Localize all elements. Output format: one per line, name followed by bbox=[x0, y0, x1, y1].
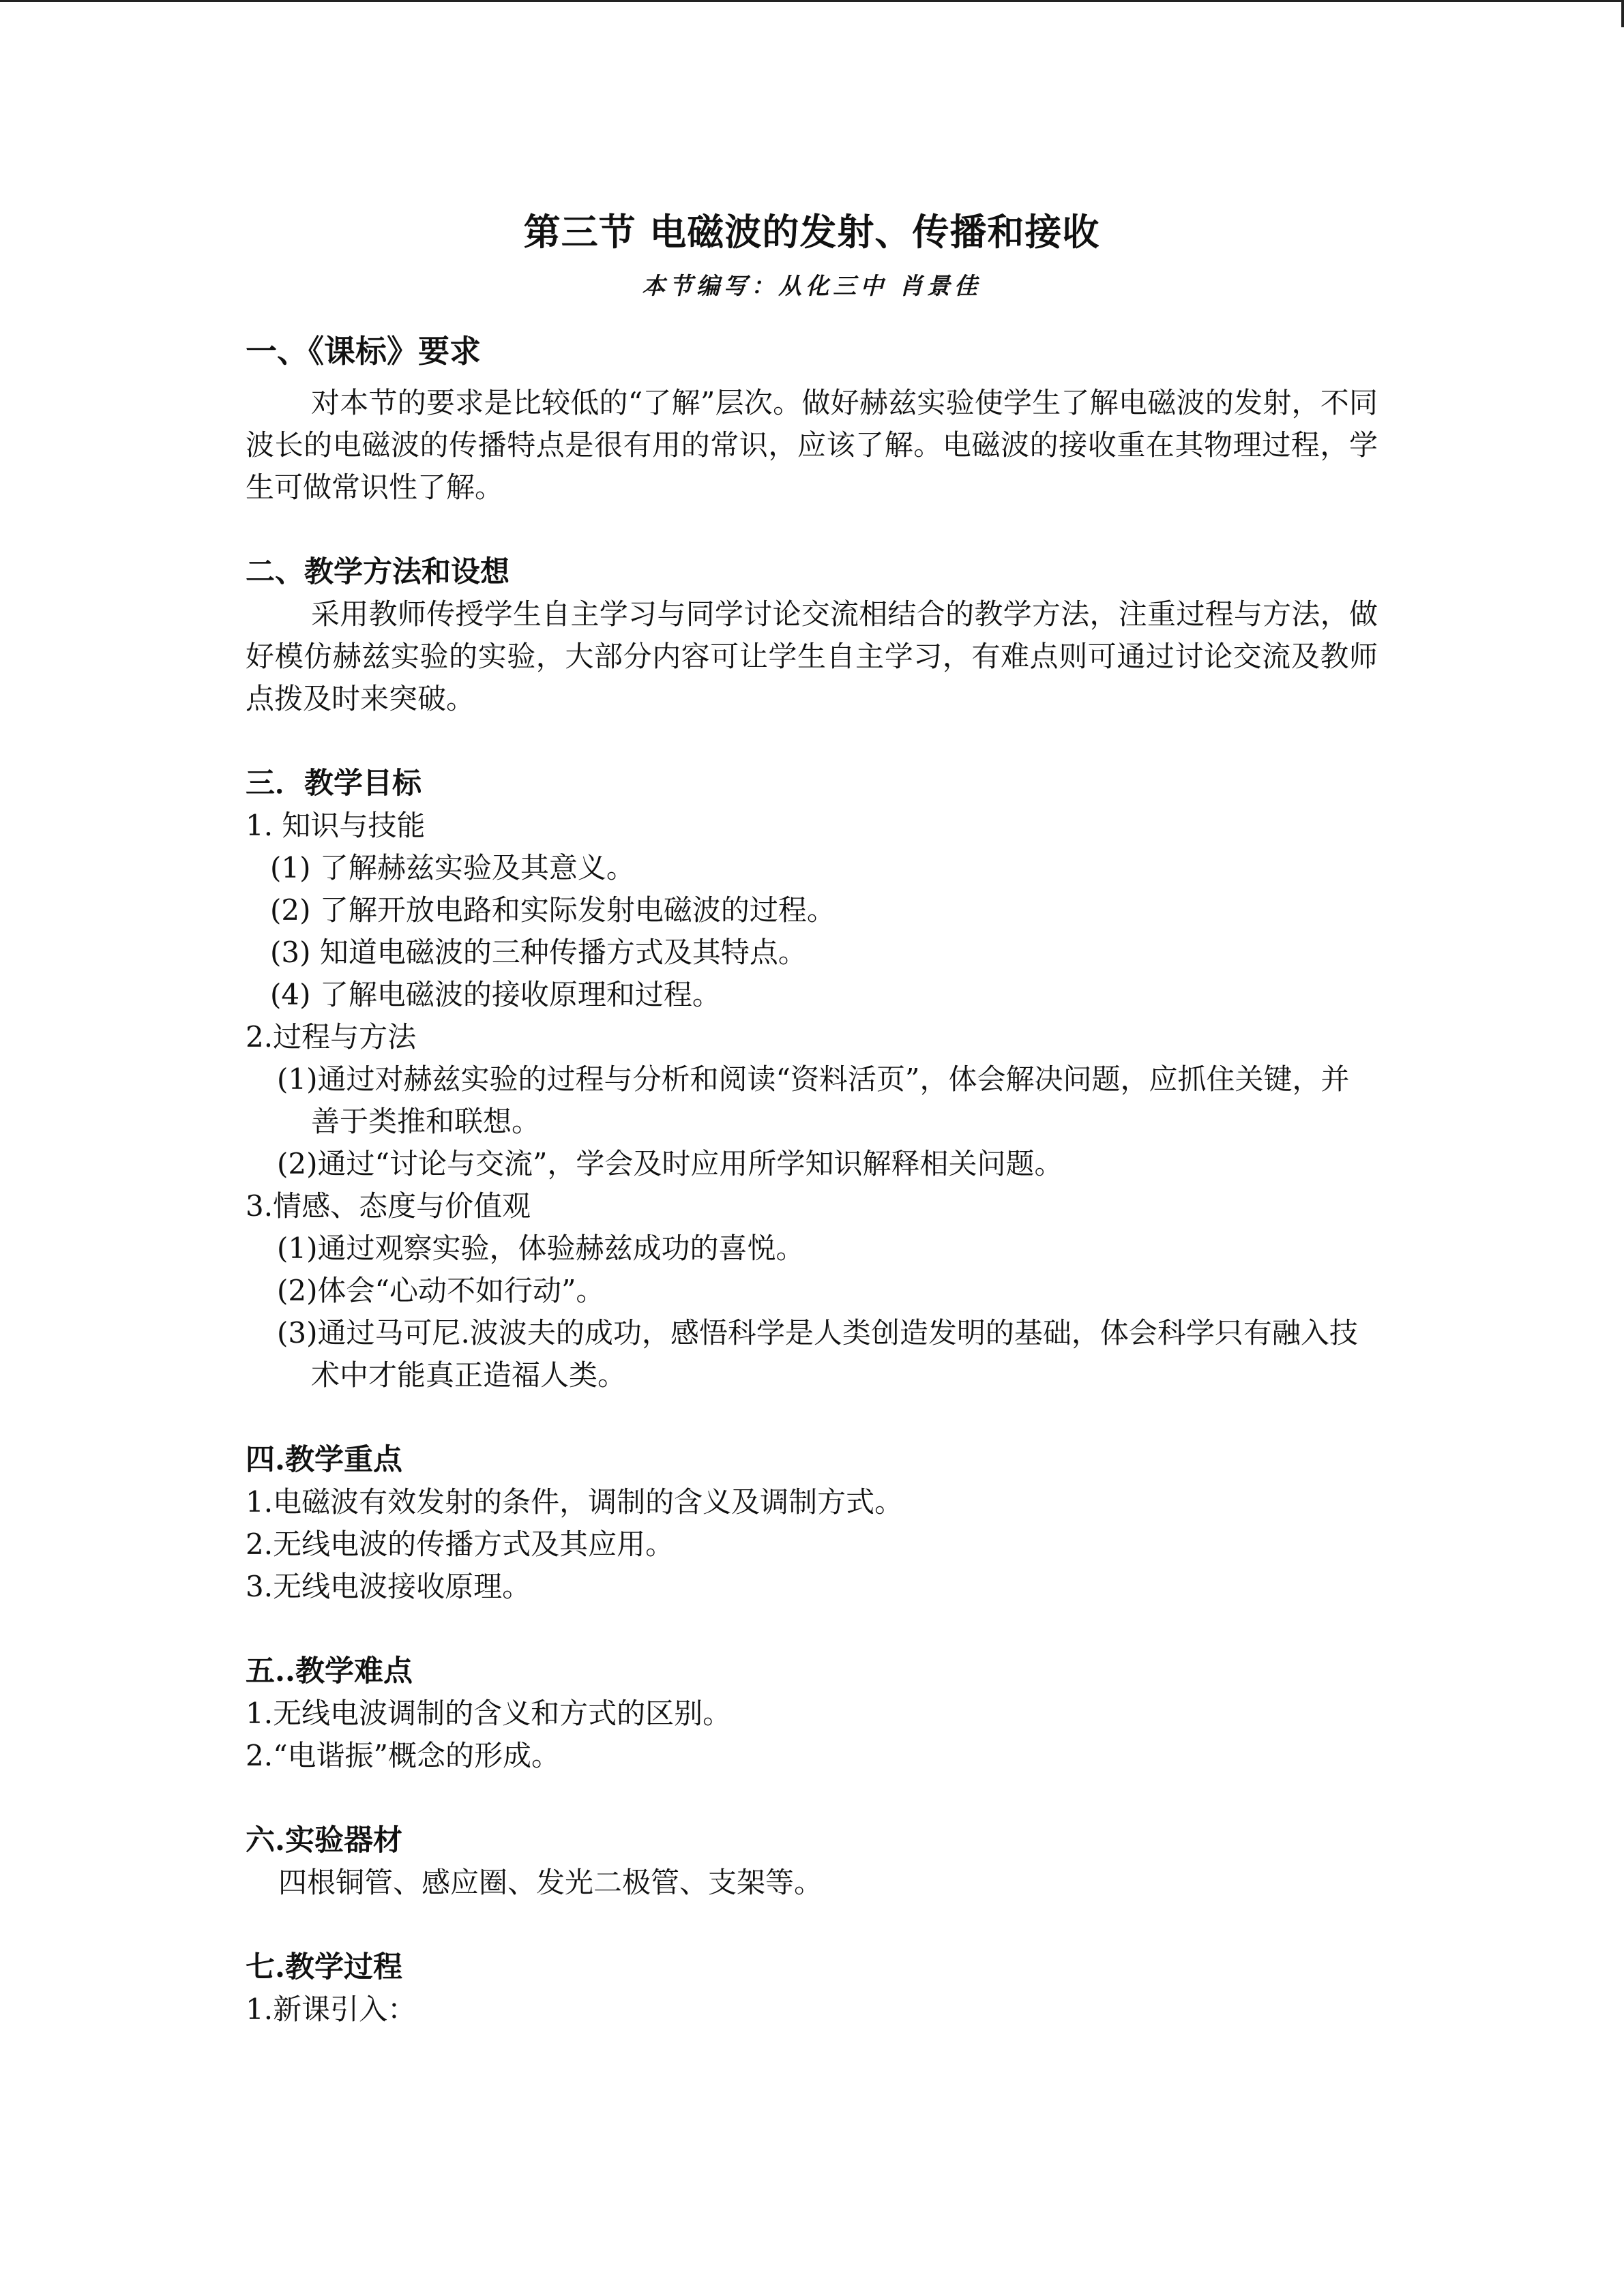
list-item: (3)通过马可尼.波波夫的成功，感悟科学是人类创造发明的基础，体会科学只有融入技术中才能真正造福人类。 bbox=[277, 1316, 1358, 1392]
section-paragraph: 对本节的要求是比较低的“了解”层次。做好赫兹实验使学生了解电磁波的发射，不同波长的电磁波的传播特点是很有用的常识，应该了解。电磁波的接收重在其物理过程，学生可做常识性了解。 bbox=[246, 386, 1378, 504]
section-heading: 二、教学方法和设想 bbox=[246, 555, 510, 589]
list-item: (2) 了解开放电路和实际发射电磁波的过程。 bbox=[270, 893, 836, 927]
list-item: 3.无线电波接收原理。 bbox=[246, 1570, 531, 1603]
list-item: (3) 知道电磁波的三种传播方式及其特点。 bbox=[270, 936, 807, 969]
list-item: (2)通过“讨论与交流”，学会及时应用所学知识解释相关问题。 bbox=[277, 1147, 1063, 1180]
section-heading: 六.实验器材 bbox=[246, 1823, 402, 1858]
author-line: 本节编写：从化三中 肖景佳 bbox=[642, 273, 981, 300]
list-item: 2.“电谐振”概念的形成。 bbox=[246, 1739, 561, 1772]
spacer bbox=[246, 720, 1378, 762]
document-page bbox=[246, 205, 1378, 2031]
list-item: (1)通过对赫兹实验的过程与分析和阅读“资料活页”，体会解决问题，应抓住关键，并善于类推和联想。 bbox=[277, 1062, 1350, 1138]
section-heading: 一、《课标》要求 bbox=[246, 333, 481, 370]
page-top-border bbox=[0, 0, 1624, 2]
list-item: (4) 了解电磁波的接收原理和过程。 bbox=[270, 978, 721, 1011]
section-curriculum-requirements bbox=[246, 320, 1378, 509]
spacer bbox=[246, 1777, 1378, 1819]
section-difficulties bbox=[246, 1650, 1378, 1777]
goal-group-title: 3.情感、态度与价值观 bbox=[246, 1189, 531, 1223]
section-key-points bbox=[246, 1439, 1378, 1608]
goal-group-title: 2.过程与方法 bbox=[246, 1020, 417, 1054]
equipment-list: 四根铜管、感应圈、发光二极管、支架等。 bbox=[278, 1866, 823, 1899]
list-item: 2.无线电波的传播方式及其应用。 bbox=[246, 1527, 675, 1561]
page-corner-mark bbox=[1621, 0, 1624, 27]
list-item: 1.无线电波调制的含义和方式的区别。 bbox=[246, 1697, 732, 1730]
list-item: (1)通过观察实验，体验赫兹成功的喜悦。 bbox=[277, 1232, 805, 1265]
section-equipment bbox=[246, 1819, 1378, 1904]
section-paragraph: 采用教师传授学生自主学习与同学讨论交流相结合的教学方法，注重过程与方法，做好模仿赫兹实验的实验，大部分内容可让学生自主学习，有难点则可通过讨论交流及教师点拨及时来突破。 bbox=[246, 597, 1378, 715]
spacer bbox=[246, 1904, 1378, 1946]
section-teaching-goals bbox=[246, 762, 1378, 1397]
section-heading: 四.教学重点 bbox=[246, 1443, 402, 1477]
spacer bbox=[246, 1608, 1378, 1650]
section-heading: 三．教学目标 bbox=[246, 766, 422, 801]
list-item: 1.电磁波有效发射的条件，调制的含义及调制方式。 bbox=[246, 1485, 904, 1519]
spacer bbox=[246, 1397, 1378, 1439]
section-teaching-process bbox=[246, 1946, 1378, 2031]
list-item: (2)体会“心动不如行动”。 bbox=[277, 1274, 605, 1307]
spacer bbox=[246, 509, 1378, 551]
list-item: (1) 了解赫兹实验及其意义。 bbox=[270, 851, 635, 884]
page-title: 第三节 电磁波的发射、传播和接收 bbox=[523, 210, 1100, 254]
goal-group-title: 1. 知识与技能 bbox=[246, 809, 426, 842]
section-teaching-method bbox=[246, 551, 1378, 720]
list-item: 1.新课引入： bbox=[246, 1993, 417, 2026]
section-heading: 七.教学过程 bbox=[246, 1950, 402, 1984]
section-heading: 五..教学难点 bbox=[246, 1654, 413, 1688]
